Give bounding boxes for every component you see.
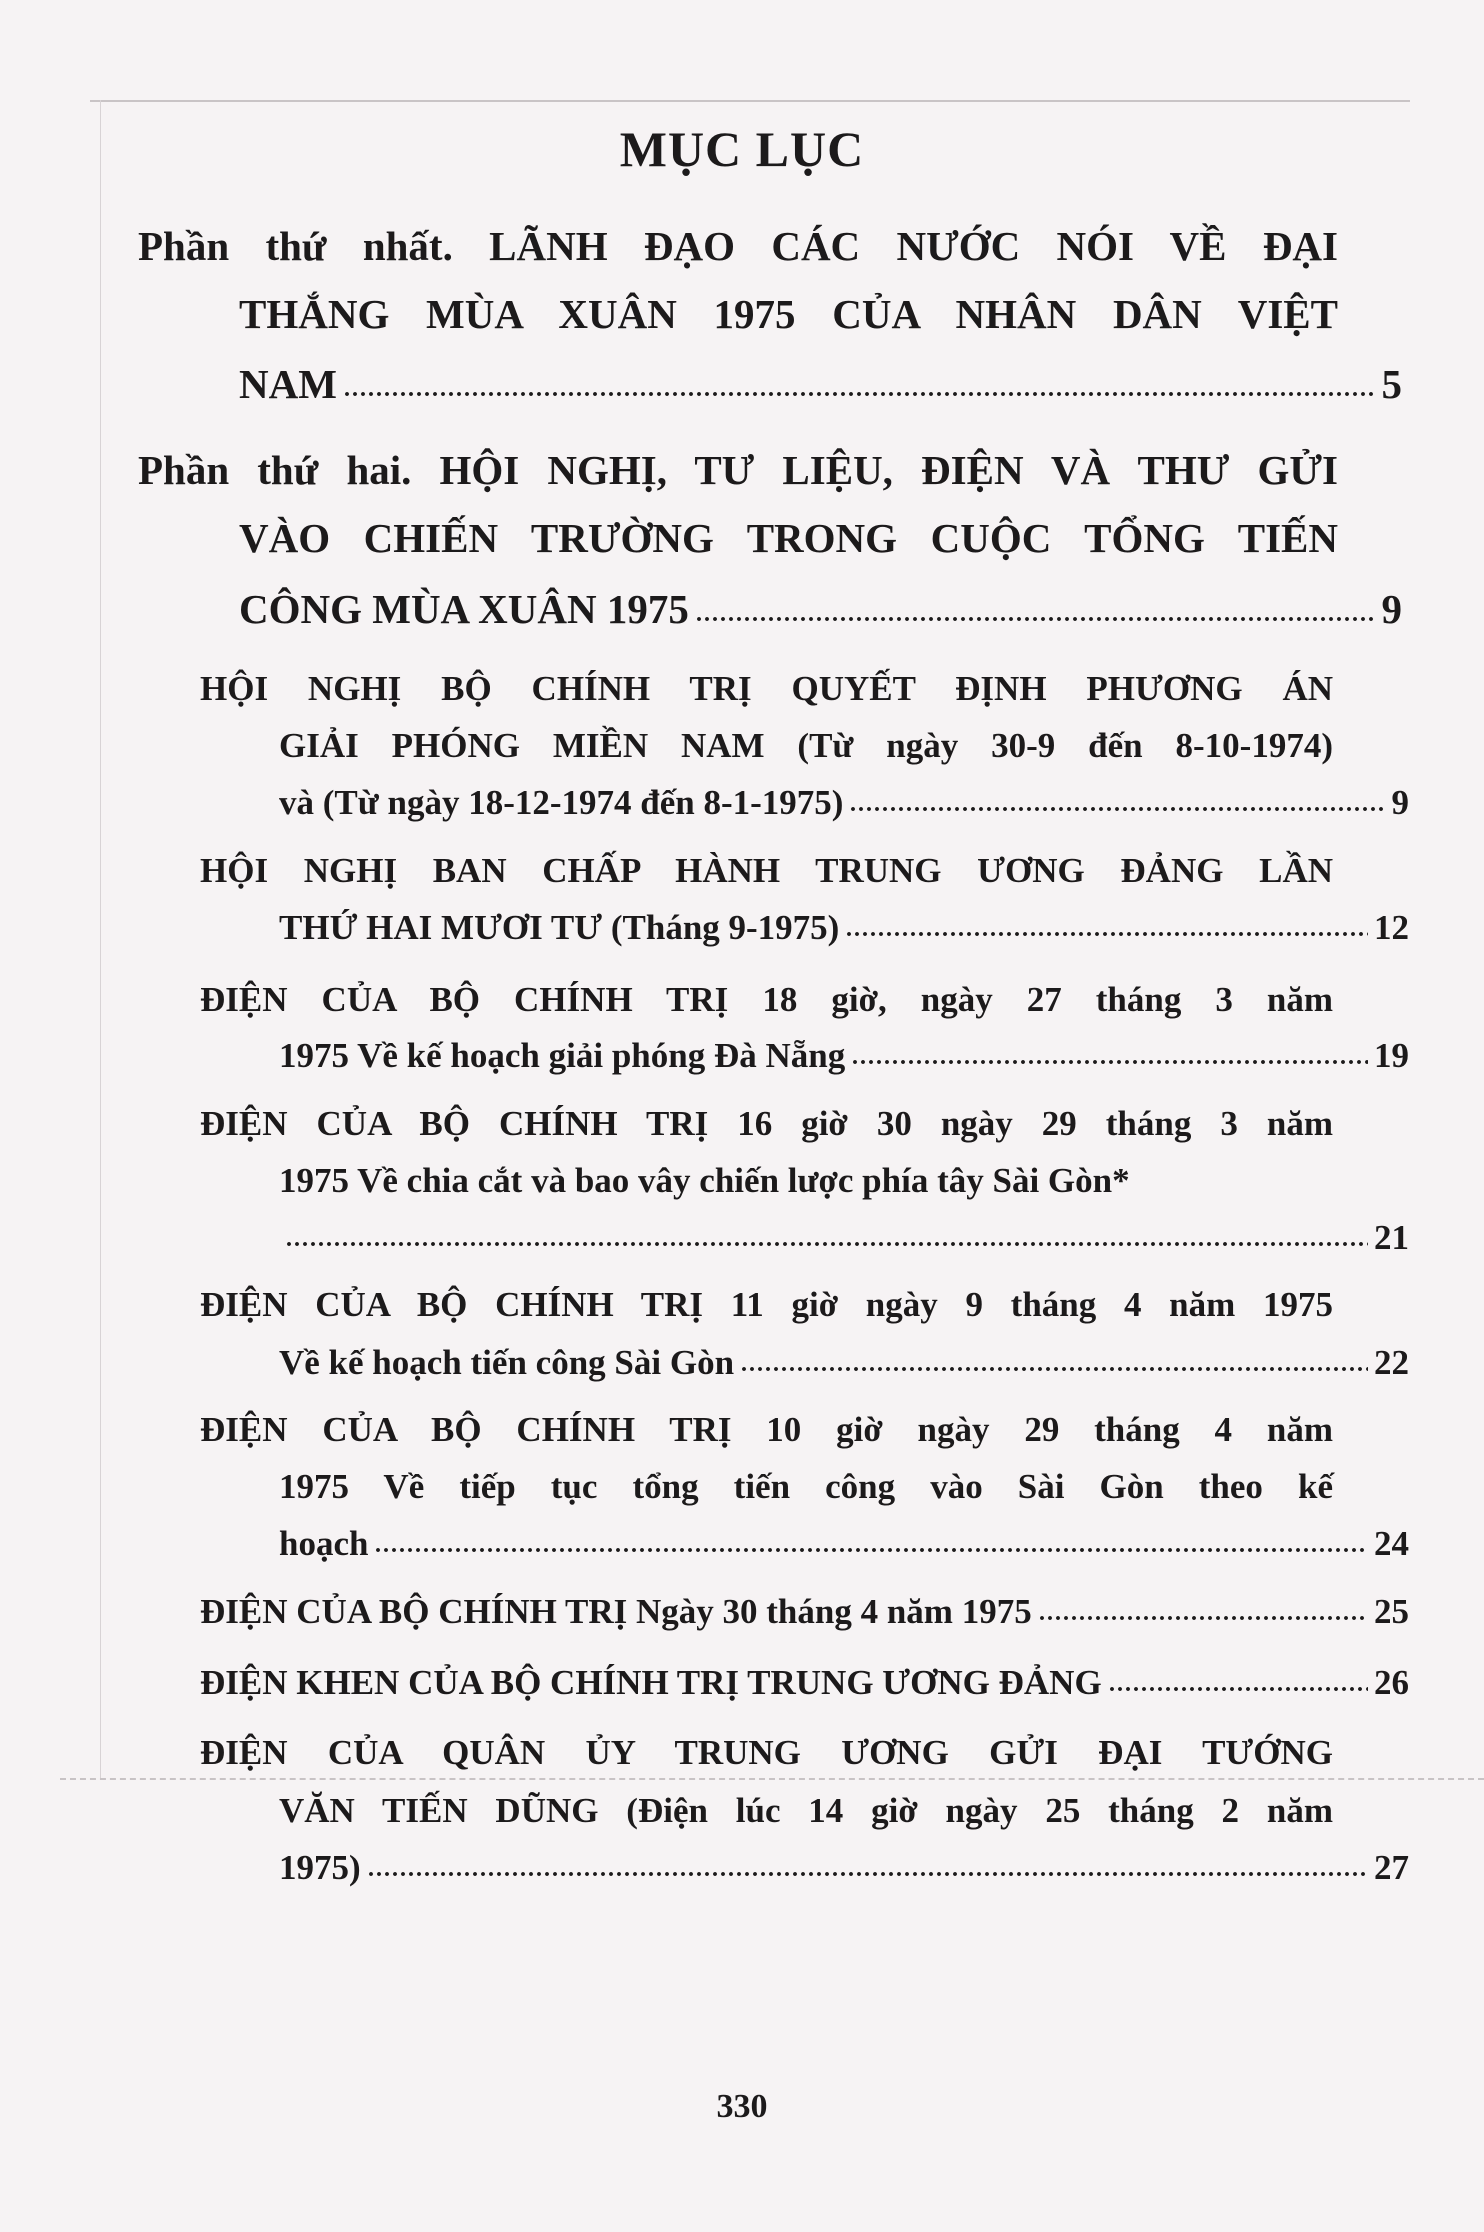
dot-leader: [374, 1546, 1368, 1554]
dot-leader: [740, 1365, 1368, 1373]
toc-entry-text: THỨ HAI MƯƠI TƯ (Tháng 9-1975): [279, 908, 840, 947]
toc-entry-last-line: [279, 785, 1409, 820]
toc-page-number: 19: [1374, 1036, 1409, 1075]
toc-entry-line: ĐIỆN CỦA QUÂN ỦY TRUNG ƯƠNG GỬI ĐẠI TƯỚNG: [200, 1733, 1333, 1772]
toc-entry-line: ĐIỆN CỦA BỘ CHÍNH TRỊ 16 giờ 30 ngày 29 tháng 3 năm: [200, 1104, 1333, 1143]
toc-page-number: 26: [1374, 1663, 1409, 1702]
toc-entry-line: HỘI NGHỊ BAN CHẤP HÀNH TRUNG ƯƠNG ĐẢNG LẦN: [200, 851, 1333, 890]
toc-entry-last-line: [279, 1220, 1409, 1255]
toc-page-number: 9: [1381, 586, 1402, 632]
toc-page-number: 9: [1391, 783, 1409, 822]
toc-entry-line: VĂN TIẾN DŨNG (Điện lúc 14 giờ ngày 25 tháng 2 năm: [279, 1791, 1333, 1830]
toc-page-number: 27: [1374, 1848, 1409, 1887]
toc-entry-last-line: [279, 1345, 1409, 1380]
toc-entry-line: HỘI NGHỊ BỘ CHÍNH TRỊ QUYẾT ĐỊNH PHƯƠNG ÁN: [200, 669, 1333, 708]
dot-leader: [851, 1058, 1368, 1066]
toc-entry-text: và (Từ ngày 18-12-1974 đến 8-1-1975): [279, 783, 844, 822]
dot-leader: [367, 1870, 1368, 1878]
dot-leader: [285, 1240, 1368, 1248]
page-title: MỤC LỤC: [619, 121, 865, 177]
toc-entry-last-line: [279, 1526, 1409, 1561]
toc-entry-line: 1975 Về chia cắt và bao vây chiến lược phía tây Sài Gòn*: [279, 1161, 1130, 1200]
toc-part-line: Phần thứ nhất. LÃNH ĐẠO CÁC NƯỚC NÓI VỀ ĐẠI: [138, 223, 1338, 269]
toc-part-line: THẮNG MÙA XUÂN 1975 CỦA NHÂN DÂN VIỆT: [239, 291, 1338, 337]
toc-part-text: NAM: [239, 361, 337, 407]
toc-part-last-line: [239, 586, 1402, 632]
dot-leader: [695, 615, 1376, 623]
toc-entry-text: ĐIỆN CỦA BỘ CHÍNH TRỊ Ngày 30 tháng 4 năm 1975: [200, 1592, 1032, 1631]
toc-entry-text: ĐIỆN KHEN CỦA BỘ CHÍNH TRỊ TRUNG ƯƠNG ĐẢNG: [200, 1663, 1102, 1702]
toc-entry-last-line: [200, 1594, 1409, 1629]
page-border-top: [90, 100, 1410, 102]
toc-entry-line: ĐIỆN CỦA BỘ CHÍNH TRỊ 10 giờ ngày 29 tháng 4 năm: [200, 1410, 1333, 1449]
dot-leader: [1108, 1685, 1368, 1693]
dot-leader: [849, 805, 1385, 813]
toc-entry-text: 1975 Về kế hoạch giải phóng Đà Nẵng: [279, 1036, 846, 1075]
toc-part-text: CÔNG MÙA XUÂN 1975: [239, 586, 689, 632]
toc-entry-line: 1975 Về tiếp tục tổng tiến công vào Sài Gòn theo kế: [279, 1467, 1333, 1506]
toc-entry-last-line: [279, 910, 1409, 945]
toc-entry-line: ĐIỆN CỦA BỘ CHÍNH TRỊ 18 giờ, ngày 27 tháng 3 năm: [200, 980, 1333, 1019]
toc-entry-last-line: [200, 1665, 1409, 1700]
toc-page-number: 25: [1374, 1592, 1409, 1631]
toc-page-number: 12: [1374, 908, 1409, 947]
toc-entry-last-line: [279, 1850, 1409, 1885]
toc-entry-text: Về kế hoạch tiến công Sài Gòn: [279, 1343, 735, 1382]
toc-entry-text: hoạch: [279, 1524, 369, 1563]
toc-entry-line: ĐIỆN CỦA BỘ CHÍNH TRỊ 11 giờ ngày 9 tháng 4 năm 1975: [200, 1285, 1333, 1324]
dot-leader: [845, 930, 1368, 938]
dot-leader: [343, 390, 1376, 398]
toc-page-number: 24: [1374, 1524, 1409, 1563]
toc-part-line: VÀO CHIẾN TRƯỜNG TRONG CUỘC TỔNG TIẾN: [239, 515, 1338, 561]
toc-entry-line: GIẢI PHÓNG MIỀN NAM (Từ ngày 30-9 đến 8-10-1974): [279, 726, 1333, 765]
page-number: 330: [716, 2088, 768, 2125]
toc-page-number: 22: [1374, 1343, 1409, 1382]
toc-entry-text: 1975): [279, 1848, 361, 1887]
dot-leader: [1038, 1614, 1368, 1622]
page-border-left: [100, 100, 101, 1780]
toc-page-number: 5: [1381, 361, 1402, 407]
toc-part-line: Phần thứ hai. HỘI NGHỊ, TƯ LIỆU, ĐIỆN VÀ THƯ GỬI: [138, 447, 1338, 493]
toc-page-number: 21: [1374, 1218, 1409, 1257]
toc-part-last-line: [239, 361, 1402, 407]
toc-entry-last-line: [279, 1038, 1409, 1073]
page-border-bottom: [60, 1778, 1484, 1780]
